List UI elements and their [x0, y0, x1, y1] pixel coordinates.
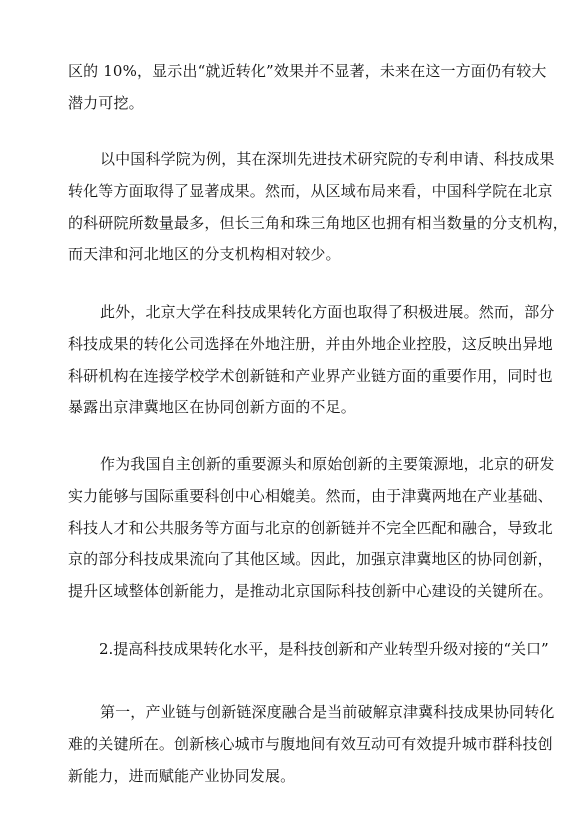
paragraph-continuation [68, 56, 547, 120]
text-line: 作为我国自主创新的重要源头和原始创新的主要策源地，北京的研发 [100, 455, 555, 473]
text-line: 科技人才和公共服务等方面与北京的创新链并不完全匹配和融合，导致北 [68, 518, 553, 537]
text-line: 以中国科学院为例，其在深圳先进技术研究院的专利申请、科技成果 [100, 150, 555, 168]
text-line: 潜力可挖。 [68, 93, 144, 112]
paragraph-industry-chain [68, 697, 555, 792]
text-line: 京的部分科技成果流向了其他区域。因此，加强京津冀地区的协同创新， [68, 550, 553, 569]
text-line: 而天津和河北地区的分支机构相对较少。 [68, 245, 341, 264]
paragraph-beijing-innovation [68, 449, 555, 608]
text-line: 第一，产业链与创新链深度融合是当前破解京津冀科技成果协同转化 [100, 703, 555, 721]
text-line: 此外，北京大学在科技成果转化方面也取得了积极进展。然而，部分 [100, 303, 555, 321]
text-line: 转化等方面取得了显著成果。然而，从区域布局来看，中国科学院在北京 [68, 181, 553, 200]
text-line: 区的 10%，显示出“就近转化”效果并不显著，未来在这一方面仍有较大 [68, 62, 547, 80]
text-line: 科研机构在连接学校学术创新链和产业界产业链方面的重要作用，同时也 [68, 366, 553, 385]
text-line: 科技成果的转化公司选择在外地注册，并由外地企业控股，这反映出异地 [68, 334, 553, 353]
text-line: 的科研院所数量最多，但长三角和珠三角地区也拥有相当数量的分支机构， [68, 213, 568, 232]
text-line: 难的关键所在。创新核心城市与腹地间有效互动可有效提升城市群科技创 [68, 734, 553, 753]
paragraph-cas-example [68, 144, 568, 271]
text-line: 实力能够与国际重要科创中心相媲美。然而，由于津冀两地在产业基础、 [68, 486, 553, 505]
text-line: 暴露出京津冀地区在协同创新方面的不足。 [68, 398, 356, 417]
section-heading: 2.提高科技成果转化水平，是科技创新和产业转型升级对接的“关口” [99, 640, 549, 658]
text-line: 提升区域整体创新能力，是推动北京国际科技创新中心建设的关键所在。 [68, 582, 553, 601]
paragraph-pku-example [68, 297, 555, 424]
text-line: 新能力，进而赋能产业协同发展。 [68, 766, 296, 785]
